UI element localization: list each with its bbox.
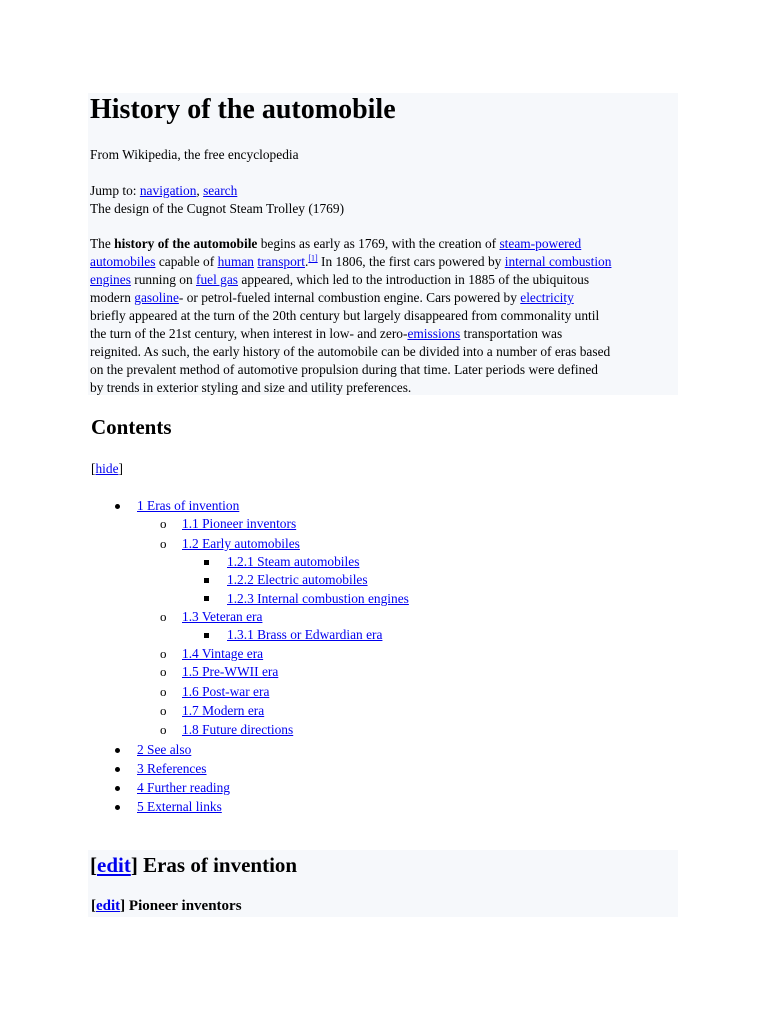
section-title: Eras of invention [143,853,298,877]
toc-item-1-5[interactable]: 1.5 Pre-WWII era [182,664,279,679]
page-title: History of the automobile [90,94,396,125]
automobiles-link[interactable]: automobiles [90,254,156,269]
emissions-link[interactable]: emissions [407,326,461,341]
toc-item-4[interactable]: 4 Further reading [137,780,230,795]
intro-line [90,325,680,343]
toc-item-1-2-1[interactable]: 1.2.1 Steam automobiles [227,554,360,569]
edit-section-link[interactable]: edit [97,853,131,877]
bullet-circle: o [160,646,167,661]
contents-heading: Contents [91,415,172,439]
text: The [90,236,115,251]
transport-link[interactable]: transport [257,254,305,269]
toc-item-3[interactable]: 3 References [137,761,207,776]
bullet-circle: o [160,664,167,679]
toc-item-5[interactable]: 5 External links [137,799,222,814]
toc-item-1[interactable]: 1 Eras of invention [137,498,240,513]
toc-item-1-7[interactable]: 1.7 Modern era [182,703,265,718]
text: capable of [155,254,218,269]
intro-line: reignited. As such, the early history of the automobile can be divided into a number of eras based [90,344,611,359]
electricity-link[interactable]: electricity [520,290,574,305]
toc-item-1-2-3[interactable]: 1.2.3 Internal combustion engines [227,591,409,606]
jump-links [90,182,237,200]
bracket: ] [118,461,123,476]
human-link[interactable]: human [217,254,255,269]
bullet-square [204,560,209,565]
toc-item-1-6[interactable]: 1.6 Post-war era [182,684,270,699]
toc-item-1-1[interactable]: 1.1 Pioneer inventors [182,516,297,531]
bullet-circle: o [160,536,167,551]
intro-line [90,235,680,253]
intro-line [90,253,680,271]
intro-line: on the prevalent method of automotive propulsion during that time. Later periods were defined [90,362,598,377]
intro-line [90,289,680,307]
text: modern [90,290,135,305]
reference-link[interactable]: [1] [308,253,318,263]
text: . [304,254,309,269]
intro-paragraph [90,235,680,397]
toc-item-2[interactable]: 2 See also [137,742,192,757]
text: running on [130,272,196,287]
subsection-title: Pioneer inventors [128,898,242,914]
intro-line [90,271,680,289]
bracket: [ [91,461,96,476]
bullet-disc [115,805,120,810]
bracket: [ [90,853,97,877]
bullet-circle: o [160,722,167,737]
steam-powered-link[interactable]: steam-powered [499,236,582,251]
fuel-gas-link[interactable]: fuel gas [196,272,239,287]
bracket: ] [130,853,144,877]
toc-item-1-8[interactable]: 1.8 Future directions [182,722,294,737]
bullet-circle: o [160,609,167,624]
bullet-circle: o [160,516,167,531]
toc-item-1-3-1[interactable]: 1.3.1 Brass or Edwardian era [227,627,383,642]
gasoline-link[interactable]: gasoline [134,290,179,305]
tagline: From Wikipedia, the free encyclopedia [90,147,299,162]
bullet-square [204,596,209,601]
bullet-disc [115,786,120,791]
toc-item-1-3[interactable]: 1.3 Veteran era [182,609,263,624]
jump-prefix: Jump to: [90,183,140,198]
bullet-disc [115,504,120,509]
text: - or petrol-fueled internal combustion engine. Cars powered by [178,290,521,305]
toc-item-1-4[interactable]: 1.4 Vintage era [182,646,264,661]
internal-combustion-link[interactable]: internal combustion [504,254,612,269]
bold-term: history of the automobile [114,236,258,251]
engines-link[interactable]: engines [90,272,131,287]
intro-line: briefly appeared at the turn of the 20th century but largely disappeared from commonality until [90,308,600,323]
jump-search-link[interactable]: search [203,183,238,198]
toc-toggle [91,460,123,478]
subsection-heading-pioneer [91,898,242,915]
toc-item-1-2[interactable]: 1.2 Early automobiles [182,536,300,551]
jump-navigation-link[interactable]: navigation [139,183,197,198]
text: In 1806, the first cars powered by [317,254,505,269]
toc-item-1-2-2[interactable]: 1.2.2 Electric automobiles [227,572,368,587]
text: appeared, which led to the introduction in 1885 of the ubiquitous [238,272,590,287]
jump-sep: , [196,183,204,198]
hide-toc-link[interactable]: hide [95,461,119,476]
bracket: ] [120,898,129,914]
bullet-disc [115,767,120,772]
text: transportation was [460,326,563,341]
bullet-disc [115,748,120,753]
bullet-square [204,633,209,638]
text: the turn of the 21st century, when interest in low- and zero- [90,326,408,341]
intro-line: by trends in exterior styling and size and utility preferences. [90,380,412,395]
bracket: [ [91,898,96,914]
image-caption: The design of the Cugnot Steam Trolley (1769) [90,201,345,216]
bullet-circle: o [160,703,167,718]
text: begins as early as 1769, with the creation of [257,236,500,251]
bullet-circle: o [160,684,167,699]
bullet-square [204,578,209,583]
edit-subsection-link[interactable]: edit [96,898,121,914]
section-heading-eras [90,853,297,878]
